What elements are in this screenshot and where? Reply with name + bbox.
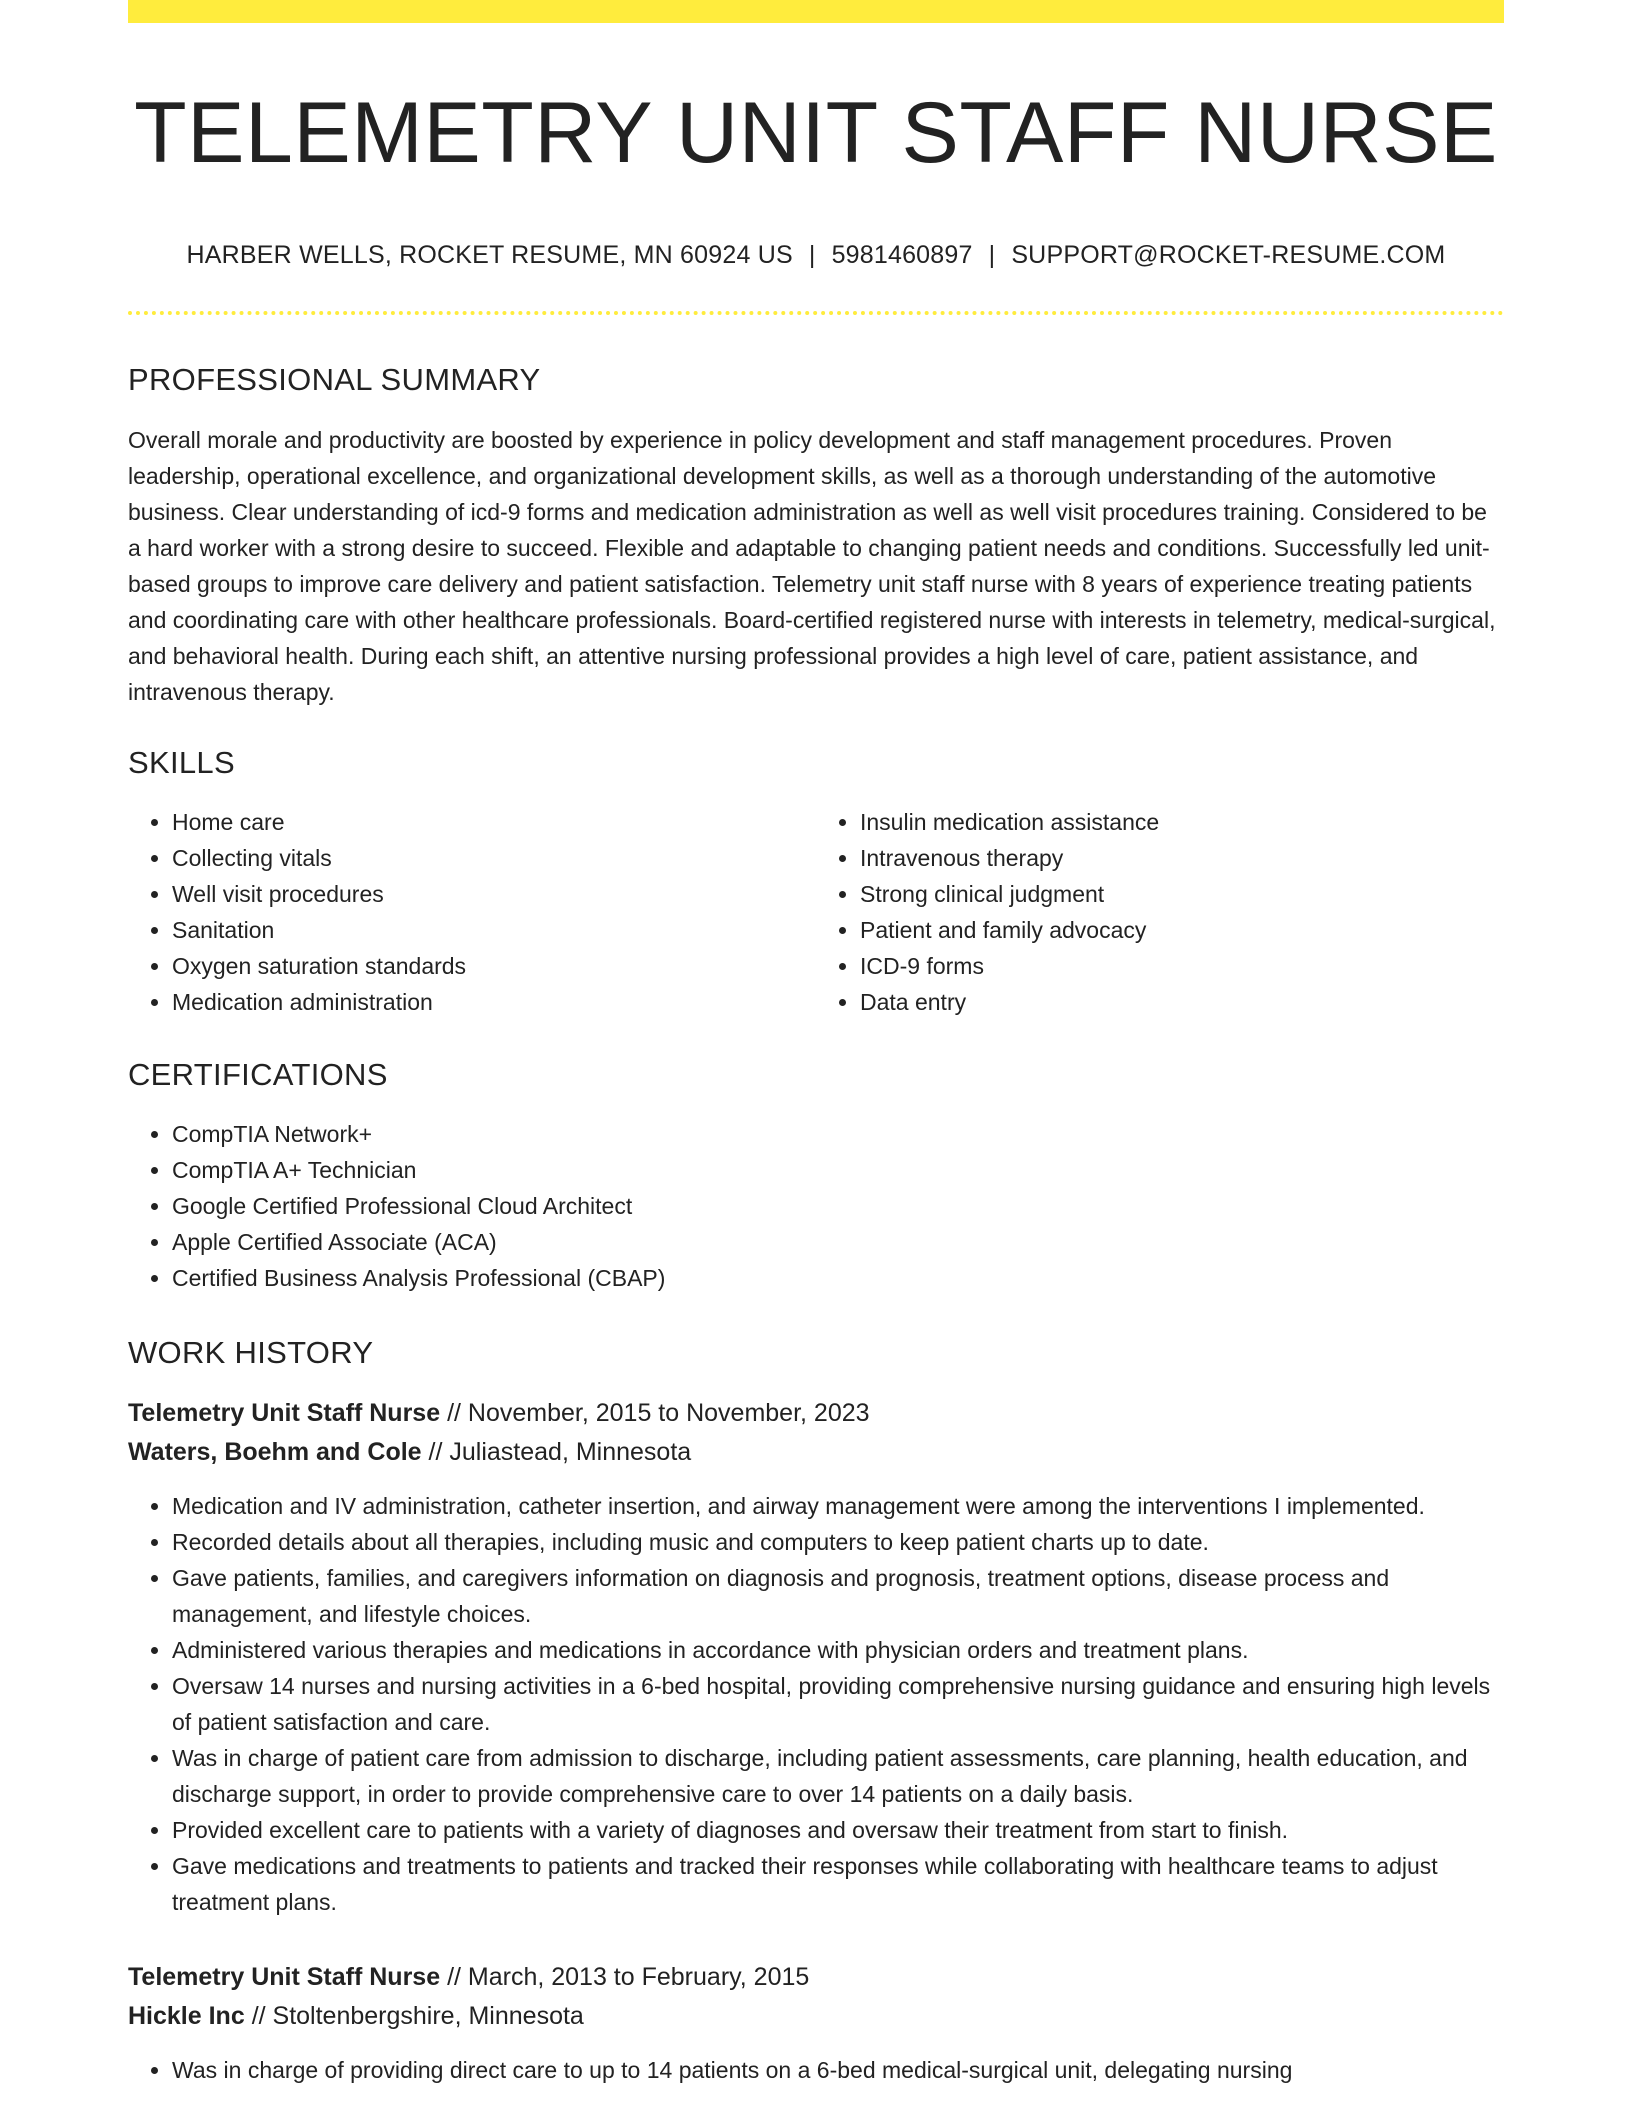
- job-role: Telemetry Unit Staff Nurse: [128, 1963, 441, 1991]
- accent-top-bar: [128, 0, 1504, 23]
- contact-separator: |: [988, 241, 996, 269]
- skill-item: • Sanitation: [172, 912, 816, 948]
- job-company: Hickle Inc: [128, 2002, 245, 2030]
- certification-item: • CompTIA A+ Technician: [172, 1152, 1504, 1188]
- contact-email: SUPPORT@ROCKET-RESUME.COM: [1011, 241, 1446, 269]
- job-bullet: • Administered various therapies and medications in accordance with physician orders and treatment plans.: [172, 1632, 1504, 1668]
- resume-title: TELEMETRY UNIT STAFF NURSE: [134, 85, 1498, 181]
- job-location: // Juliastead, Minnesota: [428, 1438, 692, 1466]
- job-bullet: • Medication and IV administration, catheter insertion, and airway management were among the interventions I implemented.: [172, 1488, 1504, 1524]
- summary-text: Overall morale and productivity are boosted by experience in policy development and staff management procedures. Proven leadership, operational excellence, and organizational development skills, as well as a thorough understanding of the automotive business. Clear understanding of icd-9 forms and medication administration as well as well visit procedures training. Considered to be a hard worker with a strong desire to succeed. Flexible and adaptable to changing patient needs and conditions. Successfully led unit-based groups to improve care delivery and patient satisfaction. Telemetry unit staff nurse with 8 years of experience treating patients and coordinating care with other healthcare professionals. Board-certified registered nurse with interests in telemetry, medical-surgical, and behavioral health. During each shift, an attentive nursing professional provides a high level of care, patient assistance, and intravenous therapy.: [128, 427, 1496, 705]
- job-location: // Stoltenbergshire, Minnesota: [251, 2002, 584, 2030]
- skills-list-left: [128, 804, 816, 1020]
- certification-item: • Google Certified Professional Cloud Architect: [172, 1188, 1504, 1224]
- certification-item: • Apple Certified Associate (ACA): [172, 1224, 1504, 1260]
- skill-item: • Patient and family advocacy: [860, 912, 1504, 948]
- certification-item: • Certified Business Analysis Professional (CBAP): [172, 1260, 1504, 1296]
- job-bullet: • Provided excellent care to patients with a variety of diagnoses and oversaw their treatment from start to finish.: [172, 1812, 1504, 1848]
- contact-separator: |: [808, 241, 816, 269]
- contact-phone: 5981460897: [831, 241, 973, 269]
- skills-list-right: [816, 804, 1504, 1020]
- dotted-divider: [128, 311, 1504, 315]
- certification-item: • CompTIA Network+: [172, 1116, 1504, 1152]
- skill-item: • Oxygen saturation standards: [172, 948, 816, 984]
- job-role: Telemetry Unit Staff Nurse: [128, 1399, 441, 1427]
- job-title-line: [128, 1394, 1504, 1433]
- job-company-line: [128, 1433, 1504, 1472]
- job-bullet-list: [128, 2052, 1504, 2088]
- job-bullet: • Was in charge of patient care from admission to discharge, including patient assessments, care planning, health education, and discharge support, in order to provide comprehensive care to over 14 patients on a daily basis.: [172, 1740, 1504, 1812]
- job-bullet: • Recorded details about all therapies, including music and computers to keep patient charts up to date.: [172, 1524, 1504, 1560]
- skill-item: • Insulin medication assistance: [860, 804, 1504, 840]
- job-bullet: • Was in charge of providing direct care to up to 14 patients on a 6-bed medical-surgical unit, delegating nursing: [172, 2052, 1504, 2088]
- skills-heading: SKILLS: [128, 745, 235, 780]
- skill-item: • Well visit procedures: [172, 876, 816, 912]
- job-dates: // March, 2013 to February, 2015: [447, 1963, 810, 1991]
- skill-item: • Medication administration: [172, 984, 816, 1020]
- skill-item: • ICD-9 forms: [860, 948, 1504, 984]
- summary-heading: PROFESSIONAL SUMMARY: [128, 362, 541, 397]
- work-history-heading: WORK HISTORY: [128, 1335, 374, 1370]
- job-company: Waters, Boehm and Cole: [128, 1438, 422, 1466]
- skills-columns: [128, 804, 1504, 1020]
- job-dates: // November, 2015 to November, 2023: [447, 1399, 870, 1427]
- certifications-heading: CERTIFICATIONS: [128, 1057, 388, 1092]
- skill-item: • Home care: [172, 804, 816, 840]
- skill-item: • Strong clinical judgment: [860, 876, 1504, 912]
- certifications-list: [128, 1116, 1504, 1296]
- contact-line: [128, 239, 1504, 271]
- contact-address: HARBER WELLS, ROCKET RESUME, MN 60924 US: [186, 241, 793, 269]
- resume-content: [128, 23, 1504, 2088]
- skill-item: • Intravenous therapy: [860, 840, 1504, 876]
- job-bullet: • Oversaw 14 nurses and nursing activities in a 6-bed hospital, providing comprehensive nursing guidance and ensuring high levels of patient satisfaction and care.: [172, 1668, 1504, 1740]
- job-bullet-list: [128, 1488, 1504, 1920]
- job-company-line: [128, 1997, 1504, 2036]
- skill-item: • Collecting vitals: [172, 840, 816, 876]
- job-title-line: [128, 1958, 1504, 1997]
- skill-item: • Data entry: [860, 984, 1504, 1020]
- work-history: [128, 1394, 1504, 2088]
- job-bullet: • Gave patients, families, and caregivers information on diagnosis and prognosis, treatment options, disease process and management, and lifestyle choices.: [172, 1560, 1504, 1632]
- job-bullet: • Gave medications and treatments to patients and tracked their responses while collaborating with healthcare teams to adjust treatment plans.: [172, 1848, 1504, 1920]
